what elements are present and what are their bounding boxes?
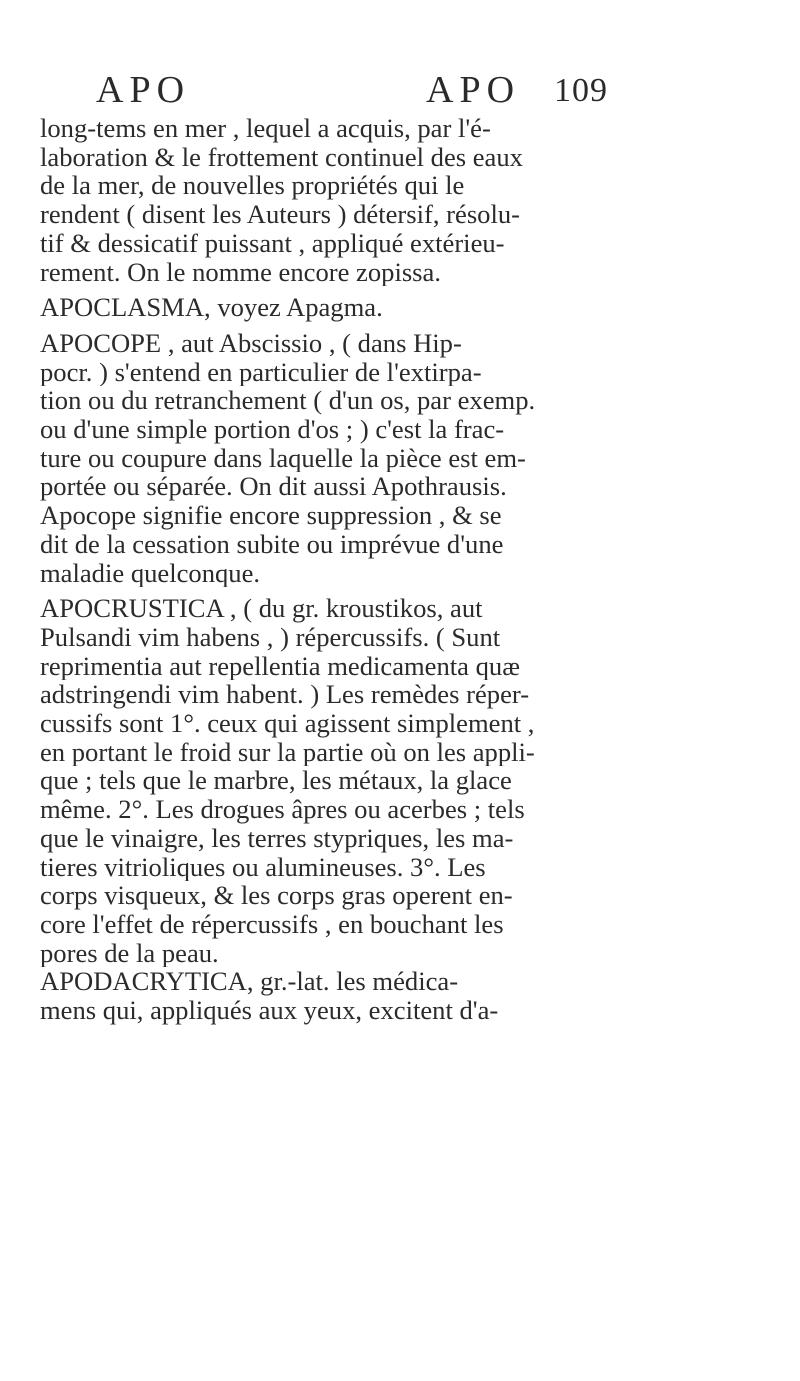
text-line: tieres vitrioliques ou alumineuses. 3°. Les bbox=[40, 852, 486, 882]
entry-apocope bbox=[40, 329, 760, 587]
text-line: que le vinaigre, les terres stypriques, les ma- bbox=[40, 823, 514, 853]
text-line: ture ou coupure dans laquelle la pièce est em- bbox=[40, 443, 526, 473]
text-line: portée ou séparée. On dit aussi Apothrausis. bbox=[40, 472, 507, 502]
text-line: même. 2°. Les drogues âpres ou acerbes ; tels bbox=[40, 795, 525, 824]
page-number: 109 bbox=[554, 72, 608, 109]
text-line: reprimentia aut repellentia medicamenta quæ bbox=[40, 651, 520, 681]
text-line: long-tems en mer , lequel a acquis, par l'é- bbox=[40, 114, 491, 143]
text-line: en portant le froid sur la partie où on les appli- bbox=[40, 737, 535, 767]
text-line: rendent ( disent les Auteurs ) détersif, résolu- bbox=[40, 200, 521, 229]
entry-apodacrytica bbox=[40, 967, 760, 1024]
text-line: core l'effet de répercussifs , en bouchant les bbox=[40, 909, 504, 939]
text-line: mens qui, appliqués aux yeux, excitent d'a- bbox=[40, 996, 499, 1025]
text-line: APODACRYTICA, gr.-lat. les médica- bbox=[40, 967, 459, 997]
text-line: Pulsandi vim habens , ) répercussifs. ( Sunt bbox=[40, 622, 501, 652]
text-line: APOCRUSTICA , ( du gr. kroustikos, aut bbox=[40, 594, 483, 623]
text-line: tif & dessicatif puissant , appliqué extérieu- bbox=[40, 228, 505, 258]
text-line: que ; tels que le marbre, les métaux, la glace bbox=[40, 766, 512, 796]
text-line: de la mer, de nouvelles propriétés qui le bbox=[40, 171, 465, 201]
text-line: laboration & le frottement continuel des eaux bbox=[40, 142, 523, 172]
text-line: adstringendi vim habent. ) Les remèdes réper- bbox=[40, 680, 530, 710]
text-line: pores de la peau. bbox=[40, 938, 219, 968]
text-line: APOCLASMA, voyez Apagma. bbox=[40, 293, 383, 322]
text-line: cussifs sont 1°. ceux qui agissent simplement , bbox=[40, 709, 535, 738]
text-line: Apocope signifie encore suppression , & se bbox=[40, 501, 502, 530]
text-line: APOCOPE , aut Abscissio , ( dans Hip- bbox=[40, 328, 462, 358]
entry-apocrustica bbox=[40, 594, 760, 967]
entry-apoclasma bbox=[40, 293, 760, 322]
text-line: rement. On le nomme encore zopissa. bbox=[40, 257, 441, 287]
text-line: corps visqueux, & les corps gras operent en- bbox=[40, 881, 513, 910]
running-header bbox=[96, 68, 606, 112]
header-right-word: APO bbox=[426, 69, 521, 111]
text-line: pocr. ) s'entend en particulier de l'extirpa- bbox=[40, 357, 482, 387]
text-line: ou d'une simple portion d'os ; ) c'est la frac- bbox=[40, 415, 505, 444]
header-left-word: APO bbox=[96, 69, 191, 111]
text-line: tion ou du retranchement ( d'un os, par exemp. bbox=[40, 386, 536, 416]
entry-paragraph bbox=[40, 114, 760, 286]
page-body bbox=[40, 114, 760, 1025]
text-line: dit de la cessation subite ou imprévue d'une bbox=[40, 529, 504, 559]
text-line: maladie quelconque. bbox=[40, 558, 261, 588]
